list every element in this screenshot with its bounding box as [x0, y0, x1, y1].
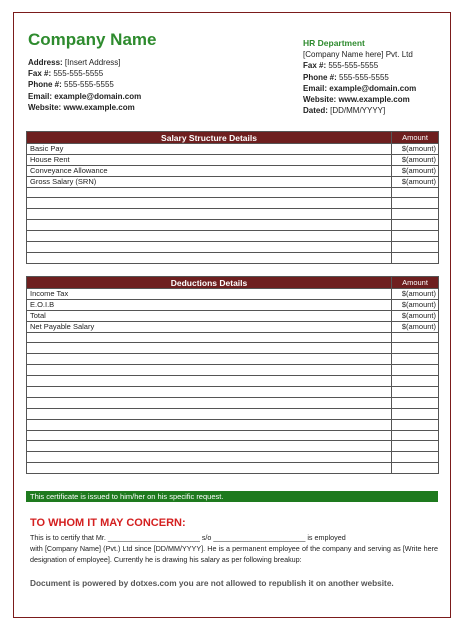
- deduction-item-amount: $(amount): [392, 310, 439, 321]
- deduction-row: [27, 332, 439, 343]
- deduction-item-label: [27, 354, 392, 365]
- recipient-dated: Dated: [DD/MM/YYYY]: [303, 106, 386, 116]
- salary-row: [27, 187, 439, 198]
- deduction-row: [27, 365, 439, 376]
- deduction-item-label: [27, 452, 392, 463]
- recipient-website: Website: www.example.com: [303, 95, 410, 105]
- deduction-item-label: Total: [27, 310, 392, 321]
- company-phone: Phone #: 555-555-5555: [28, 80, 114, 90]
- deduction-item-label: [27, 463, 392, 474]
- deduction-item-amount: [392, 419, 439, 430]
- salary-item-amount: $(amount): [392, 165, 439, 176]
- deduction-item-amount: [392, 452, 439, 463]
- deduction-item-label: [27, 365, 392, 376]
- salary-item-amount: [392, 198, 439, 209]
- deduction-row: [27, 430, 439, 441]
- deduction-item-label: Net Payable Salary: [27, 321, 392, 332]
- recipient-contact-block: [303, 38, 416, 116]
- salary-row: [27, 144, 439, 155]
- salary-item-amount: [392, 209, 439, 220]
- deduction-item-label: E.O.I.B: [27, 299, 392, 310]
- deduction-item-amount: [392, 430, 439, 441]
- salary-item-label: [27, 209, 392, 220]
- salary-amount-header: Amount: [392, 132, 439, 144]
- company-fax: Fax #: 555-555-5555: [28, 69, 104, 79]
- recipient-fax: Fax #: 555-555-5555: [303, 61, 379, 71]
- deduction-item-amount: [392, 376, 439, 387]
- salary-structure-header: Salary Structure Details: [27, 132, 392, 144]
- deduction-row: [27, 310, 439, 321]
- deduction-row: [27, 289, 439, 300]
- deduction-row: [27, 376, 439, 387]
- salary-item-label: [27, 220, 392, 231]
- deduction-item-label: [27, 387, 392, 398]
- deduction-item-label: [27, 397, 392, 408]
- salary-row: [27, 154, 439, 165]
- company-website: Website: www.example.com: [28, 102, 135, 112]
- deduction-row: [27, 397, 439, 408]
- salary-item-label: Conveyance Allowance: [27, 165, 392, 176]
- certification-line-1: This is to certify that Mr. _______________________ s/o _______________________ is employed: [30, 533, 346, 542]
- salary-row: [27, 252, 439, 263]
- salary-item-amount: $(amount): [392, 144, 439, 155]
- deduction-item-amount: [392, 354, 439, 365]
- deduction-item-amount: [392, 463, 439, 474]
- deduction-item-amount: [392, 343, 439, 354]
- deduction-item-amount: [392, 387, 439, 398]
- deduction-item-label: [27, 343, 392, 354]
- deduction-row: [27, 452, 439, 463]
- deduction-item-amount: [392, 332, 439, 343]
- recipient-email: Email: example@domain.com: [303, 83, 417, 93]
- salary-row: [27, 176, 439, 187]
- salary-item-label: [27, 231, 392, 242]
- deduction-item-amount: [392, 408, 439, 419]
- deduction-row: [27, 321, 439, 332]
- salary-certificate-page: [13, 12, 451, 618]
- deduction-item-amount: $(amount): [392, 299, 439, 310]
- certification-paragraph: [30, 532, 438, 565]
- salary-row: [27, 242, 439, 253]
- salary-item-amount: [392, 231, 439, 242]
- certificate-note-bar: This certificate is issued to him/her on his specific request.: [26, 491, 438, 502]
- salary-item-label: [27, 252, 392, 263]
- recipient-department: HR Department: [303, 38, 365, 48]
- salary-row: [27, 231, 439, 242]
- salary-item-label: Gross Salary (SRN): [27, 176, 392, 187]
- deduction-item-amount: $(amount): [392, 321, 439, 332]
- salary-row: [27, 209, 439, 220]
- salary-item-label: [27, 242, 392, 253]
- salary-item-label: [27, 198, 392, 209]
- deduction-item-label: Income Tax: [27, 289, 392, 300]
- deduction-item-label: [27, 332, 392, 343]
- deduction-item-label: [27, 441, 392, 452]
- deduction-item-amount: [392, 365, 439, 376]
- salary-item-amount: $(amount): [392, 154, 439, 165]
- recipient-phone: Phone #: 555-555-5555: [303, 72, 389, 82]
- deduction-row: [27, 387, 439, 398]
- certification-line-2: with [Company Name] (Pvt.) Ltd since [DD/MM/YYYY]. He is a permanent employee of the company and serving as [Write here designation of employee]. Currently he is drawing his salary as per following breakup:: [30, 544, 438, 564]
- salary-item-amount: [392, 187, 439, 198]
- salary-item-label: House Rent: [27, 154, 392, 165]
- company-name: Company Name: [28, 30, 157, 49]
- salary-item-amount: $(amount): [392, 176, 439, 187]
- salary-row: [27, 220, 439, 231]
- salary-item-label: [27, 187, 392, 198]
- salary-row: [27, 198, 439, 209]
- deduction-item-amount: $(amount): [392, 289, 439, 300]
- deduction-item-label: [27, 419, 392, 430]
- deduction-row: [27, 463, 439, 474]
- salary-row: [27, 165, 439, 176]
- deductions-header: Deductions Details: [27, 277, 392, 289]
- deduction-row: [27, 419, 439, 430]
- salary-item-label: Basic Pay: [27, 144, 392, 155]
- company-address: Address: [Insert Address]: [28, 58, 121, 67]
- footer-note: Document is powered by dotxes.com you are not allowed to republish it on another website.: [30, 578, 394, 588]
- deduction-row: [27, 354, 439, 365]
- deduction-row: [27, 441, 439, 452]
- deduction-item-amount: [392, 397, 439, 408]
- deduction-row: [27, 299, 439, 310]
- deduction-item-label: [27, 408, 392, 419]
- deduction-item-label: [27, 376, 392, 387]
- salary-item-amount: [392, 220, 439, 231]
- deduction-row: [27, 343, 439, 354]
- concern-heading: TO WHOM IT MAY CONCERN:: [30, 517, 186, 529]
- company-contact-block: [28, 57, 141, 113]
- salary-structure-table: [26, 131, 439, 264]
- recipient-company: [Company Name here] Pvt. Ltd: [303, 50, 413, 60]
- deduction-item-amount: [392, 441, 439, 452]
- deduction-item-label: [27, 430, 392, 441]
- salary-item-amount: [392, 242, 439, 253]
- company-email: Email: example@domain.com: [28, 91, 142, 101]
- deduction-row: [27, 408, 439, 419]
- deductions-amount-header: Amount: [392, 277, 439, 289]
- salary-item-amount: [392, 252, 439, 263]
- deductions-table: [26, 276, 439, 474]
